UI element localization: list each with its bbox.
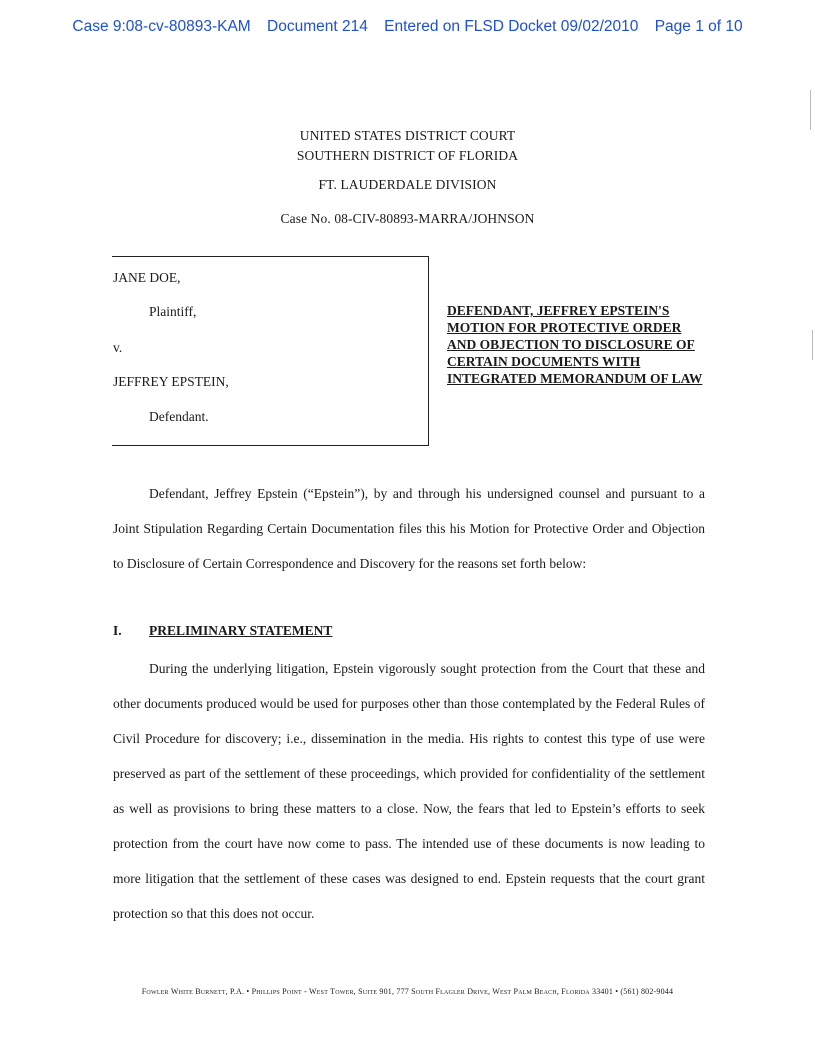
header-case-number: Case 9:08-cv-80893-KAM xyxy=(72,18,251,35)
scan-artifact xyxy=(810,90,811,130)
scan-artifact xyxy=(812,330,813,360)
court-name-line1: UNITED STATES DISTRICT COURT xyxy=(299,128,516,143)
header-page-count: Page 1 of 10 xyxy=(654,18,743,35)
court-name-line2: SOUTHERN DISTRICT OF FLORIDA xyxy=(296,148,519,163)
court-division: FT. LAUDERDALE DIVISION xyxy=(318,177,497,192)
motion-title: DEFENDANT, JEFFREY EPSTEIN'S MOTION FOR PROTECTIVE ORDER AND OBJECTION TO DISCLOSURE OF CERTAIN DOCUMENTS WITH INTEGRATED MEMORANDUM OF LAW xyxy=(447,303,703,386)
header-entered-date: Entered on FLSD Docket 09/02/2010 xyxy=(384,18,639,35)
preliminary-statement-paragraph: During the underlying litigation, Epstein vigorously sought protection from the Court that these and other documents produced would be used for purposes other than those contemplated by the Federal Rules of Civil Procedure for discovery; i.e., dissemination in the media. His rights to contest this type of use were preserved as part of the settlement of these proceedings, which provided for confidentiality of the settlement as well as provisions to bring these matters to a close. Now, the fears that led to Epstein’s efforts to seek protection from the court have now come to pass. The intended use of these documents is now leading to more litigation that the settlement of these cases was designed to end. Epstein requests that the court grant protection so that this does not occur. xyxy=(113,661,705,921)
law-firm-footer: Fowler White Burnett, P.A. • Phillips Point - West Tower, Suite 901, 777 South Flagler Drive, West Palm Beach, Florida 33401 • (561) 802-9044 xyxy=(141,987,674,996)
plaintiff-name: JANE DOE, xyxy=(113,270,181,285)
intro-paragraph: Defendant, Jeffrey Epstein (“Epstein”), by and through his undersigned counsel and pursuant to a Joint Stipulation Regarding Certain Documentation files this his Motion for Protective Order and Objection to Disclosure of Certain Correspondence and Discovery for the reasons set forth below: xyxy=(113,486,705,571)
docket-header xyxy=(0,18,815,36)
defendant-role: Defendant. xyxy=(149,409,209,424)
header-document-number: Document 214 xyxy=(267,18,368,35)
versus-label: v. xyxy=(113,340,123,355)
plaintiff-role: Plaintiff, xyxy=(149,304,197,319)
case-number: Case No. 08-CIV-80893-MARRA/JOHNSON xyxy=(280,211,535,226)
section-heading xyxy=(113,623,332,639)
defendant-name: JEFFREY EPSTEIN, xyxy=(113,374,229,389)
section-title: PRELIMINARY STATEMENT xyxy=(149,623,333,638)
section-number: I. xyxy=(113,623,122,638)
